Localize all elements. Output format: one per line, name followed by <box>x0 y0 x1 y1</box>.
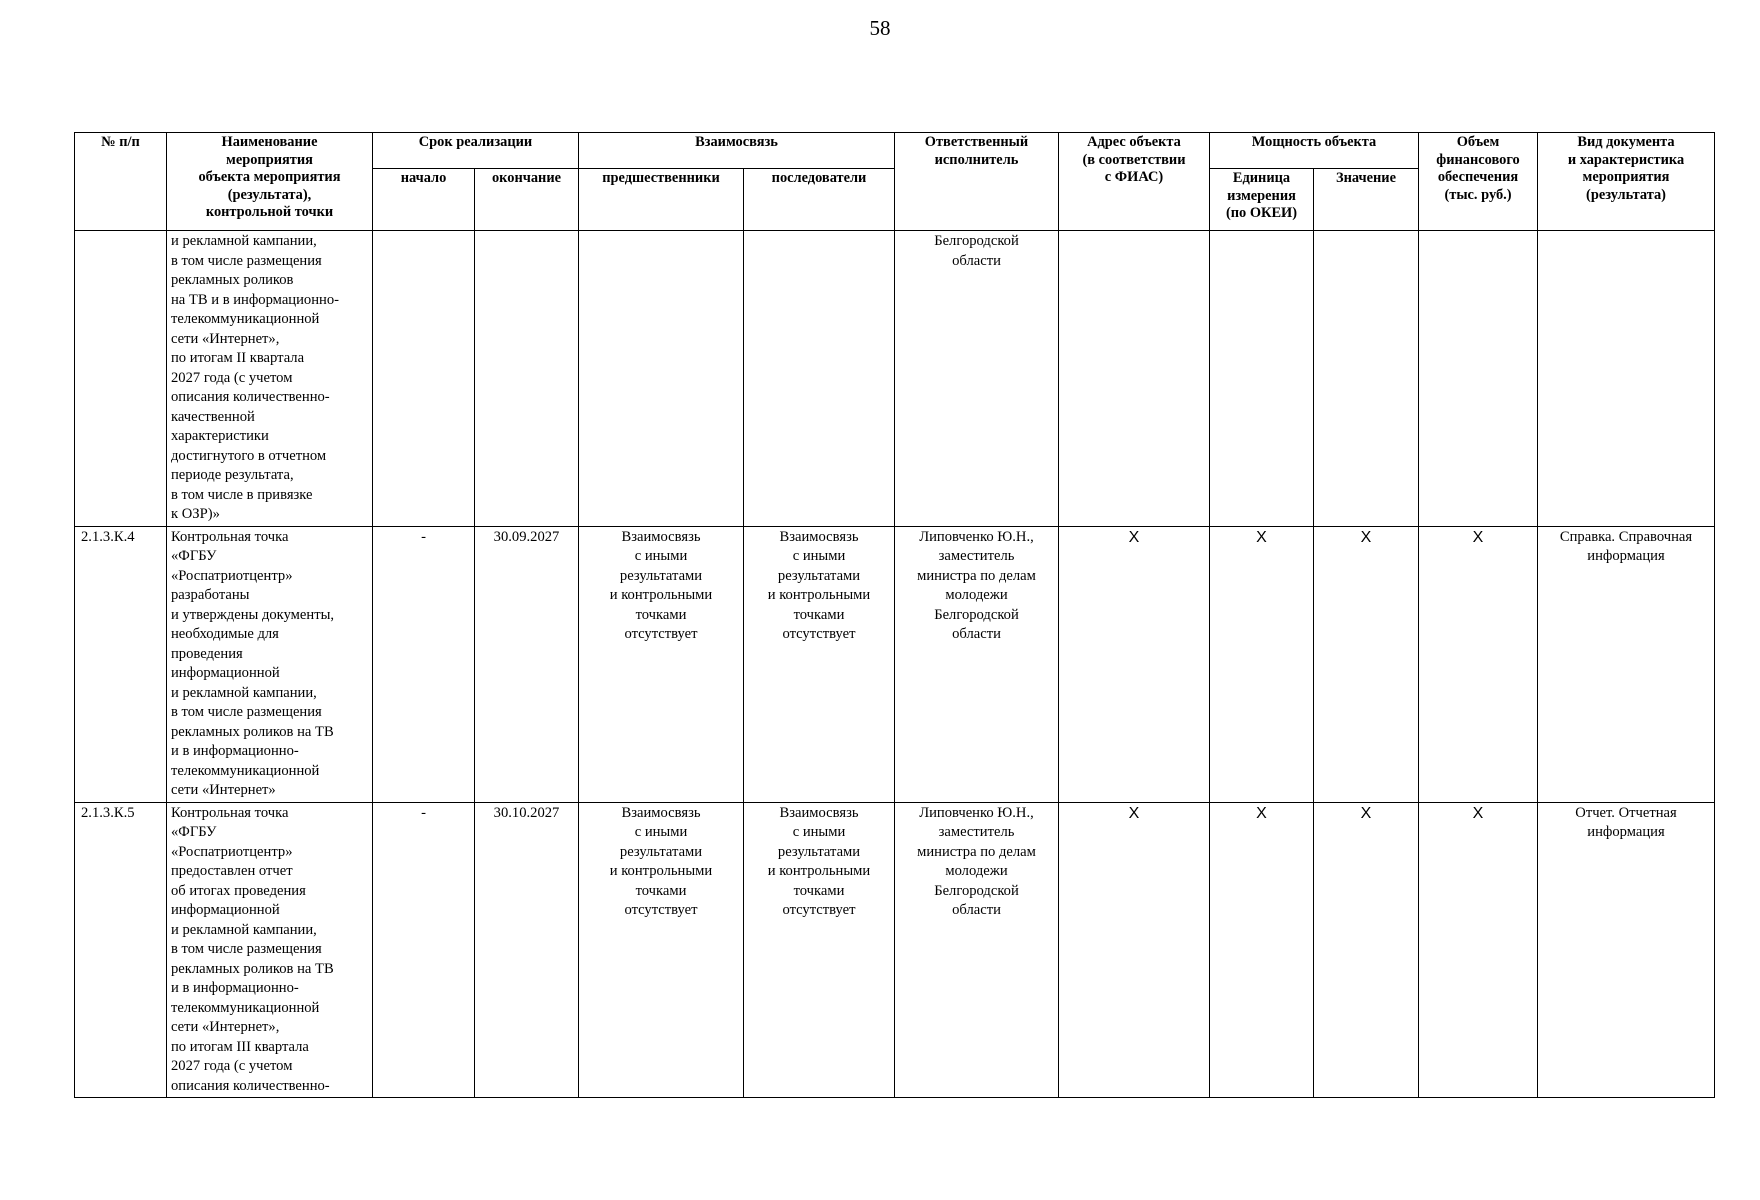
table-row <box>75 526 1715 802</box>
cell-doc <box>1538 231 1715 527</box>
header-capacity-value: Значение <box>1314 169 1419 231</box>
table-row <box>75 802 1715 1098</box>
events-table <box>74 132 1715 1098</box>
cell-funding <box>1419 231 1538 527</box>
header-responsible: Ответственный исполнитель <box>895 133 1059 231</box>
cell-value: X <box>1314 526 1419 802</box>
cell-name: Контрольная точка «ФГБУ «Роспатриотцентр» разработаны и утверждены документы, необходимые для проведения информационной и рекламной кампании, в том числе размещения рекламных роликов на ТВ и в информационно- телекоммуникационной сети «Интернет» <box>167 526 373 802</box>
header-period: Срок реализации <box>373 133 579 169</box>
page-number: 58 <box>869 16 891 40</box>
header-relation: Взаимосвязь <box>579 133 895 169</box>
header-relation-pred: предшественники <box>579 169 744 231</box>
cell-funding: X <box>1419 526 1538 802</box>
cell-responsible: Белгородской области <box>895 231 1059 527</box>
cell-pred: Взаимосвязь с иными результатами и контрольными точками отсутствует <box>579 802 744 1098</box>
cell-start <box>373 231 475 527</box>
cell-succ <box>744 231 895 527</box>
cell-unit <box>1210 231 1314 527</box>
cell-unit: X <box>1210 802 1314 1098</box>
cell-end <box>475 231 579 527</box>
header-address: Адрес объекта (в соответствии с ФИАС) <box>1059 133 1210 231</box>
header-funding: Объем финансового обеспечения (тыс. руб.) <box>1419 133 1538 231</box>
cell-num: 2.1.3.К.4 <box>75 526 167 802</box>
header-period-end: окончание <box>475 169 579 231</box>
cell-address <box>1059 231 1210 527</box>
header-capacity-unit: Единица измерения (по ОКЕИ) <box>1210 169 1314 231</box>
table-header <box>75 133 1715 231</box>
cell-address: X <box>1059 526 1210 802</box>
cell-unit: X <box>1210 526 1314 802</box>
cell-value: X <box>1314 802 1419 1098</box>
cell-funding: X <box>1419 802 1538 1098</box>
cell-start: - <box>373 526 475 802</box>
cell-succ: Взаимосвязь с иными результатами и контрольными точками отсутствует <box>744 526 895 802</box>
cell-doc: Отчет. Отчетная информация <box>1538 802 1715 1098</box>
cell-responsible: Липовченко Ю.Н., заместитель министра по делам молодежи Белгородской области <box>895 526 1059 802</box>
header-num: № п/п <box>75 133 167 231</box>
cell-address: X <box>1059 802 1210 1098</box>
cell-num: 2.1.3.К.5 <box>75 802 167 1098</box>
cell-end: 30.10.2027 <box>475 802 579 1098</box>
cell-pred <box>579 231 744 527</box>
header-capacity: Мощность объекта <box>1210 133 1419 169</box>
cell-end: 30.09.2027 <box>475 526 579 802</box>
header-period-start: начало <box>373 169 475 231</box>
header-name: Наименование мероприятия объекта мероприятия (результата), контрольной точки <box>167 133 373 231</box>
header-relation-succ: последователи <box>744 169 895 231</box>
cell-name: и рекламной кампании, в том числе размещения рекламных роликов на ТВ и в информационно- телекоммуникационной сети «Интернет», по итогам II квартала 2027 года (с учетом описания количественно- качественной характеристики достигнутого в отчетном периоде результата, в том числе в привязке к ОЗР)» <box>167 231 373 527</box>
cell-pred: Взаимосвязь с иными результатами и контрольными точками отсутствует <box>579 526 744 802</box>
cell-value <box>1314 231 1419 527</box>
header-doc-type: Вид документа и характеристика мероприятия (результата) <box>1538 133 1715 231</box>
cell-responsible: Липовченко Ю.Н., заместитель министра по делам молодежи Белгородской области <box>895 802 1059 1098</box>
cell-num <box>75 231 167 527</box>
cell-start: - <box>373 802 475 1098</box>
cell-doc: Справка. Справочная информация <box>1538 526 1715 802</box>
cell-name: Контрольная точка «ФГБУ «Роспатриотцентр» предоставлен отчет об итогах проведения информационной и рекламной кампании, в том числе размещения рекламных роликов на ТВ и в информационно- телекоммуникационной сети «Интернет», по итогам III квартала 2027 года (с учетом описания количественно- <box>167 802 373 1098</box>
table-row <box>75 231 1715 527</box>
cell-succ: Взаимосвязь с иными результатами и контрольными точками отсутствует <box>744 802 895 1098</box>
